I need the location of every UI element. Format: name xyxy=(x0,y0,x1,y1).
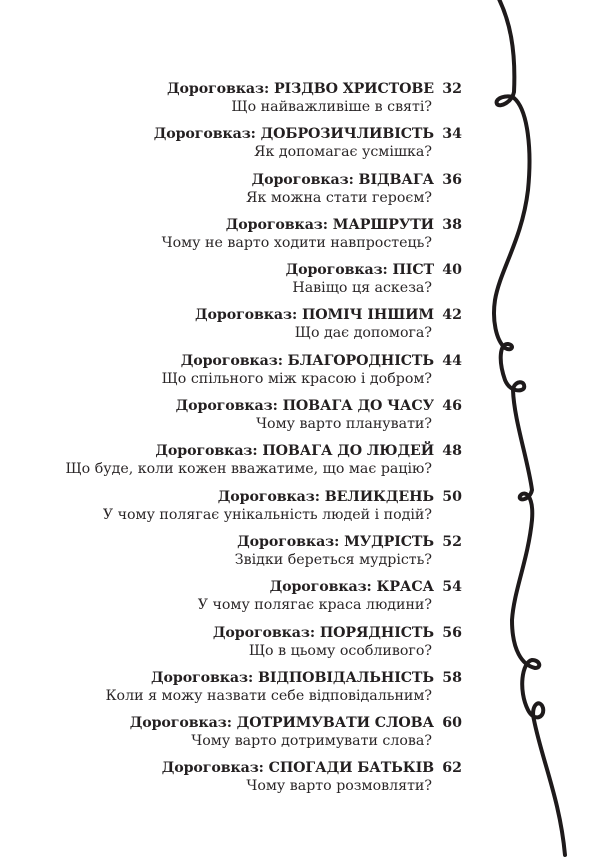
toc-page-number: 50 xyxy=(442,488,462,505)
toc-entry[interactable] xyxy=(0,214,462,259)
toc-entry-title: Дороговказ: БЛАГОРОДНІСТЬ xyxy=(180,352,434,369)
toc-entry[interactable] xyxy=(0,304,462,349)
toc-page-number: 48 xyxy=(442,443,462,460)
toc-title-row xyxy=(213,622,462,641)
toc-page-number: 46 xyxy=(442,398,462,415)
toc-entry-subtitle: Що в цьому особливого? xyxy=(248,642,432,659)
toc-title-row xyxy=(181,350,462,369)
toc-title-row xyxy=(155,440,462,459)
toc-entry-subtitle: Навіщо ця аскеза? xyxy=(292,280,432,297)
toc-entry[interactable] xyxy=(0,622,462,667)
toc-entry[interactable] xyxy=(0,123,462,168)
toc-entry[interactable] xyxy=(0,440,462,485)
toc-entry-subtitle: Що буде, коли кожен вважатиме, що має рацію? xyxy=(65,461,432,478)
toc-entry-subtitle: Що спільного між красою і добром? xyxy=(161,370,432,387)
toc-title-row xyxy=(218,486,462,505)
toc-page-number: 34 xyxy=(442,126,462,143)
toc-entry-title: Дороговказ: ВІДВАГА xyxy=(251,171,434,188)
toc-entry-subtitle: Як допомагає усмішка? xyxy=(254,144,432,161)
toc-entry-title: Дороговказ: ПОВАГА ДО ЛЮДЕЙ xyxy=(155,443,434,460)
toc-title-row xyxy=(252,169,462,188)
toc-entry[interactable] xyxy=(0,78,462,123)
toc-title-row xyxy=(237,531,462,550)
toc-entry[interactable] xyxy=(0,576,462,621)
toc-entry[interactable] xyxy=(0,531,462,576)
toc-title-row xyxy=(162,757,462,776)
toc-title-row xyxy=(270,576,462,595)
toc-title-row xyxy=(286,259,462,278)
toc-page-number: 40 xyxy=(442,262,462,279)
table-of-contents xyxy=(0,78,462,803)
toc-entry-subtitle: Коли я можу назвати себе відповідальним? xyxy=(105,687,432,704)
toc-entry[interactable] xyxy=(0,350,462,395)
toc-entry-title: Дороговказ: СПОГАДИ БАТЬКІВ xyxy=(161,760,434,777)
toc-entry[interactable] xyxy=(0,395,462,440)
toc-entry-subtitle: Що дає допомога? xyxy=(294,325,432,342)
toc-title-row xyxy=(176,395,462,414)
toc-page-number: 54 xyxy=(442,579,462,596)
toc-entry-subtitle: Чому варто дотримувати слова? xyxy=(191,733,432,750)
toc-entry-title: Дороговказ: ДОТРИМУВАТИ СЛОВА xyxy=(129,715,434,732)
toc-entry[interactable] xyxy=(0,259,462,304)
toc-entry-title: Дороговказ: МУДРІСТЬ xyxy=(237,533,434,550)
toc-page-number: 62 xyxy=(442,760,462,777)
toc-entry-title: Дороговказ: ДОБРОЗИЧЛИВІСТЬ xyxy=(153,126,434,143)
toc-page-number: 56 xyxy=(442,624,462,641)
toc-entry[interactable] xyxy=(0,486,462,531)
toc-entry-subtitle: У чому полягає краса людини? xyxy=(197,597,432,614)
toc-entry-subtitle: У чому полягає унікальність людей і подій? xyxy=(102,506,432,523)
toc-title-row xyxy=(167,78,462,97)
toc-page-number: 38 xyxy=(442,216,462,233)
toc-page-number: 42 xyxy=(442,307,462,324)
toc-entry[interactable] xyxy=(0,712,462,757)
toc-entry-title: Дороговказ: РІЗДВО ХРИСТОВЕ xyxy=(167,81,434,97)
toc-page-number: 44 xyxy=(442,352,462,369)
toc-entry-title: Дороговказ: ВЕЛИКДЕНЬ xyxy=(217,488,434,505)
toc-entry[interactable] xyxy=(0,667,462,712)
toc-page-number: 58 xyxy=(442,669,462,686)
toc-entry-title: Дороговказ: ПОВАГА ДО ЧАСУ xyxy=(175,398,434,415)
toc-entry-subtitle: Чому варто розмовляти? xyxy=(246,778,432,795)
toc-entry-title: Дороговказ: ВІДПОВІДАЛЬНІСТЬ xyxy=(151,669,434,686)
toc-entry-title: Дороговказ: КРАСА xyxy=(269,579,434,596)
toc-page-number: 36 xyxy=(442,171,462,188)
toc-page-number: 52 xyxy=(442,533,462,550)
toc-entry[interactable] xyxy=(0,757,462,802)
toc-page-number: 60 xyxy=(442,715,462,732)
toc-title-row xyxy=(151,667,462,686)
toc-page-number: 32 xyxy=(442,81,462,97)
toc-title-row xyxy=(195,304,462,323)
toc-entry-title: Дороговказ: ПОРЯДНІСТЬ xyxy=(212,624,434,641)
toc-entry-title: Дороговказ: МАРШРУТИ xyxy=(225,216,434,233)
toc-entry-title: Дороговказ: ПОМІЧ ІНШИМ xyxy=(195,307,434,324)
toc-entry[interactable] xyxy=(0,169,462,214)
toc-title-row xyxy=(130,712,462,731)
toc-entry-subtitle: Чому варто планувати? xyxy=(256,416,432,433)
toc-title-row xyxy=(226,214,462,233)
toc-entry-subtitle: Як можна стати героєм? xyxy=(246,189,432,206)
toc-entry-subtitle: Звідки береться мудрість? xyxy=(234,551,432,568)
toc-entry-title: Дороговказ: ПІСТ xyxy=(285,262,434,279)
toc-entry-subtitle: Що найважливіше в святі? xyxy=(231,99,432,115)
toc-entry-subtitle: Чому не варто ходити навпростець? xyxy=(161,234,432,251)
toc-title-row xyxy=(154,123,462,142)
